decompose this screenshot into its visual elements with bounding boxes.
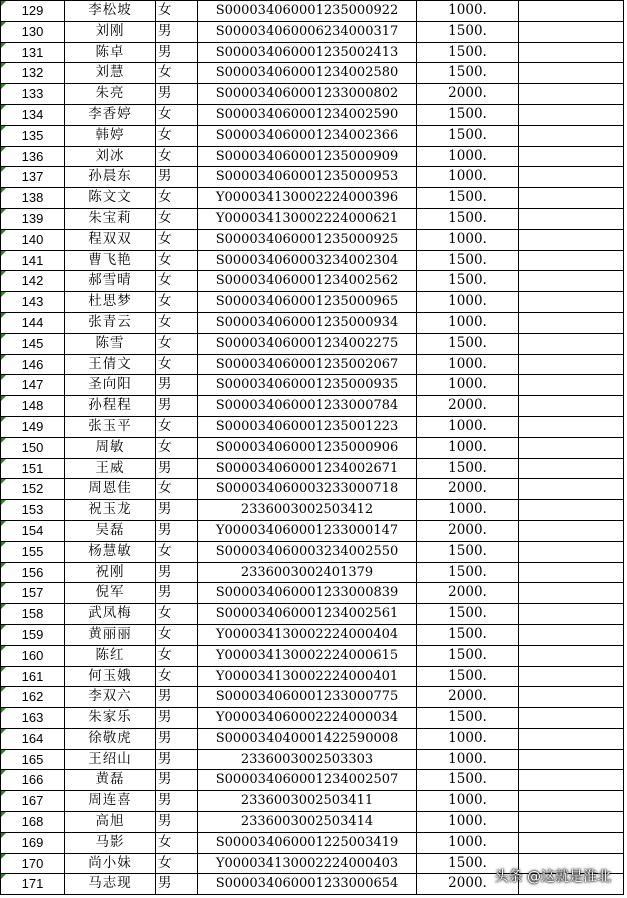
watermark: 头条 @这就是淮北 — [494, 869, 611, 885]
blank-cell — [519, 42, 624, 63]
amount-cell: 1000. — [417, 437, 519, 458]
amount-cell: 1000. — [417, 1, 519, 22]
sex-cell: 男 — [156, 749, 198, 770]
name-cell: 孙程程 — [65, 396, 156, 417]
name-cell: 黄丽丽 — [65, 624, 156, 645]
name-cell: 刘冰 — [65, 146, 156, 167]
blank-cell — [519, 333, 624, 354]
table-row — [1, 666, 624, 687]
sex-cell: 男 — [156, 583, 198, 604]
row-number-cell: 141 — [1, 250, 65, 271]
blank-cell — [519, 396, 624, 417]
sex-cell: 男 — [156, 874, 198, 895]
blank-cell — [519, 437, 624, 458]
id-number-cell: S000034060001235001223 — [198, 416, 417, 437]
row-number-cell: 134 — [1, 104, 65, 125]
amount-cell: 1500. — [417, 63, 519, 84]
amount-cell: 1000. — [417, 812, 519, 833]
row-number-cell: 165 — [1, 749, 65, 770]
table-row — [1, 84, 624, 105]
row-number-cell: 131 — [1, 42, 65, 63]
amount-cell: 2000. — [417, 84, 519, 105]
amount-cell: 2000. — [417, 520, 519, 541]
sex-cell: 男 — [156, 167, 198, 188]
blank-cell — [519, 229, 624, 250]
amount-cell: 1000. — [417, 167, 519, 188]
sex-cell: 男 — [156, 500, 198, 521]
row-number-cell: 171 — [1, 874, 65, 895]
table-row — [1, 63, 624, 84]
sex-cell: 女 — [156, 541, 198, 562]
amount-cell: 1500. — [417, 42, 519, 63]
blank-cell — [519, 708, 624, 729]
name-cell: 周敏 — [65, 437, 156, 458]
blank-cell — [519, 292, 624, 313]
name-cell: 周连喜 — [65, 791, 156, 812]
blank-cell — [519, 604, 624, 625]
name-cell: 朱亮 — [65, 84, 156, 105]
id-number-cell: S000034060001234002561 — [198, 604, 417, 625]
id-number-cell: S000034040001422590008 — [198, 728, 417, 749]
table-row — [1, 479, 624, 500]
name-cell: 朱家乐 — [65, 708, 156, 729]
id-number-cell: S000034060001233000775 — [198, 687, 417, 708]
sex-cell: 男 — [156, 791, 198, 812]
name-cell: 李香婷 — [65, 104, 156, 125]
row-number-cell: 158 — [1, 604, 65, 625]
id-number-cell: 2336003002401379 — [198, 562, 417, 583]
row-number-cell: 164 — [1, 728, 65, 749]
id-number-cell: S000034060006234000317 — [198, 21, 417, 42]
row-number-cell: 162 — [1, 687, 65, 708]
table-row — [1, 520, 624, 541]
amount-cell: 1000. — [417, 791, 519, 812]
id-number-cell: S000034060001234002671 — [198, 458, 417, 479]
row-number-cell: 154 — [1, 520, 65, 541]
id-number-cell: 2336003002503411 — [198, 791, 417, 812]
table-row — [1, 541, 624, 562]
row-number-cell: 132 — [1, 63, 65, 84]
roster-table-body — [1, 1, 624, 895]
blank-cell — [519, 520, 624, 541]
sex-cell: 女 — [156, 853, 198, 874]
row-number-cell: 167 — [1, 791, 65, 812]
table-row — [1, 208, 624, 229]
id-number-cell: Y000034130002224000621 — [198, 208, 417, 229]
amount-cell: 1500. — [417, 604, 519, 625]
blank-cell — [519, 791, 624, 812]
name-cell: 祝刚 — [65, 562, 156, 583]
table-row — [1, 458, 624, 479]
amount-cell: 1500. — [417, 541, 519, 562]
amount-cell: 1000. — [417, 146, 519, 167]
blank-cell — [519, 500, 624, 521]
id-number-cell: S000034060001234002590 — [198, 104, 417, 125]
row-number-cell: 142 — [1, 271, 65, 292]
id-number-cell: S000034060001235002413 — [198, 42, 417, 63]
name-cell: 朱宝莉 — [65, 208, 156, 229]
row-number-cell: 144 — [1, 312, 65, 333]
name-cell: 圣向阳 — [65, 375, 156, 396]
blank-cell — [519, 458, 624, 479]
id-number-cell: S000034060001235000906 — [198, 437, 417, 458]
row-number-cell: 137 — [1, 167, 65, 188]
table-row — [1, 812, 624, 833]
name-cell: 吴磊 — [65, 520, 156, 541]
blank-cell — [519, 583, 624, 604]
row-number-cell: 163 — [1, 708, 65, 729]
sex-cell: 女 — [156, 125, 198, 146]
sex-cell: 女 — [156, 1, 198, 22]
name-cell: 王威 — [65, 458, 156, 479]
name-cell: 何玉娥 — [65, 666, 156, 687]
id-number-cell: S000034060001234002580 — [198, 63, 417, 84]
row-number-cell: 155 — [1, 541, 65, 562]
amount-cell: 1500. — [417, 666, 519, 687]
row-number-cell: 136 — [1, 146, 65, 167]
blank-cell — [519, 188, 624, 209]
sex-cell: 女 — [156, 604, 198, 625]
table-row — [1, 292, 624, 313]
table-row — [1, 500, 624, 521]
blank-cell — [519, 84, 624, 105]
id-number-cell: S000034060001235000935 — [198, 375, 417, 396]
sex-cell: 女 — [156, 645, 198, 666]
row-number-cell: 153 — [1, 500, 65, 521]
id-number-cell: Y000034130002224000403 — [198, 853, 417, 874]
blank-cell — [519, 125, 624, 146]
id-number-cell: 2336003002503414 — [198, 812, 417, 833]
table-row — [1, 604, 624, 625]
name-cell: 马志现 — [65, 874, 156, 895]
blank-cell — [519, 21, 624, 42]
name-cell: 陈雪 — [65, 333, 156, 354]
name-cell: 马影 — [65, 832, 156, 853]
row-number-cell: 145 — [1, 333, 65, 354]
id-number-cell: Y000034130002224000396 — [198, 188, 417, 209]
row-number-cell: 156 — [1, 562, 65, 583]
row-number-cell: 169 — [1, 832, 65, 853]
id-number-cell: S000034060001225003419 — [198, 832, 417, 853]
amount-cell: 1500. — [417, 271, 519, 292]
id-number-cell: S000034060001235000922 — [198, 1, 417, 22]
sex-cell: 男 — [156, 42, 198, 63]
sex-cell: 男 — [156, 687, 198, 708]
amount-cell: 1000. — [417, 354, 519, 375]
sex-cell: 女 — [156, 208, 198, 229]
table-row — [1, 354, 624, 375]
sex-cell: 女 — [156, 250, 198, 271]
row-number-cell: 149 — [1, 416, 65, 437]
id-number-cell: S000034060001233000839 — [198, 583, 417, 604]
blank-cell — [519, 1, 624, 22]
row-number-cell: 146 — [1, 354, 65, 375]
row-number-cell: 159 — [1, 624, 65, 645]
blank-cell — [519, 479, 624, 500]
id-number-cell: S000034060001234002562 — [198, 271, 417, 292]
amount-cell: 1500. — [417, 624, 519, 645]
amount-cell: 2000. — [417, 687, 519, 708]
table-row — [1, 42, 624, 63]
blank-cell — [519, 770, 624, 791]
name-cell: 张玉平 — [65, 416, 156, 437]
table-row — [1, 728, 624, 749]
row-number-cell: 152 — [1, 479, 65, 500]
name-cell: 高旭 — [65, 812, 156, 833]
blank-cell — [519, 645, 624, 666]
name-cell: 张青云 — [65, 312, 156, 333]
amount-cell: 1500. — [417, 562, 519, 583]
table-row — [1, 312, 624, 333]
name-cell: 郝雪晴 — [65, 271, 156, 292]
sex-cell: 女 — [156, 271, 198, 292]
row-number-cell: 168 — [1, 812, 65, 833]
table-row — [1, 125, 624, 146]
sex-cell: 男 — [156, 84, 198, 105]
name-cell: 陈红 — [65, 645, 156, 666]
sex-cell: 女 — [156, 437, 198, 458]
name-cell: 刘慧 — [65, 63, 156, 84]
name-cell: 曹飞艳 — [65, 250, 156, 271]
name-cell: 杜思梦 — [65, 292, 156, 313]
name-cell: 祝玉龙 — [65, 500, 156, 521]
table-row — [1, 832, 624, 853]
amount-cell: 2000. — [417, 583, 519, 604]
sex-cell: 女 — [156, 146, 198, 167]
name-cell: 孙晨东 — [65, 167, 156, 188]
amount-cell: 1500. — [417, 21, 519, 42]
sex-cell: 女 — [156, 104, 198, 125]
sex-cell: 女 — [156, 63, 198, 84]
blank-cell — [519, 416, 624, 437]
blank-cell — [519, 167, 624, 188]
table-row — [1, 583, 624, 604]
name-cell: 尚小妹 — [65, 853, 156, 874]
amount-cell: 1000. — [417, 749, 519, 770]
sex-cell: 女 — [156, 624, 198, 645]
amount-cell: 1500. — [417, 250, 519, 271]
name-cell: 黄磊 — [65, 770, 156, 791]
blank-cell — [519, 624, 624, 645]
sex-cell: 女 — [156, 354, 198, 375]
id-number-cell: S000034060001234002507 — [198, 770, 417, 791]
name-cell: 徐敬虎 — [65, 728, 156, 749]
row-number-cell: 129 — [1, 1, 65, 22]
table-row — [1, 188, 624, 209]
sex-cell: 男 — [156, 375, 198, 396]
blank-cell — [519, 687, 624, 708]
table-row — [1, 645, 624, 666]
sex-cell: 男 — [156, 21, 198, 42]
row-number-cell: 161 — [1, 666, 65, 687]
row-number-cell: 170 — [1, 853, 65, 874]
row-number-cell: 147 — [1, 375, 65, 396]
id-number-cell: S000034060003233000718 — [198, 479, 417, 500]
blank-cell — [519, 354, 624, 375]
blank-cell — [519, 728, 624, 749]
amount-cell: 1500. — [417, 333, 519, 354]
name-cell: 杨慧敏 — [65, 541, 156, 562]
id-number-cell: Y000034130002224000615 — [198, 645, 417, 666]
amount-cell: 1000. — [417, 416, 519, 437]
blank-cell — [519, 104, 624, 125]
sex-cell: 男 — [156, 708, 198, 729]
amount-cell: 1500. — [417, 125, 519, 146]
id-number-cell: S000034060001235000965 — [198, 292, 417, 313]
amount-cell: 2000. — [417, 874, 519, 895]
blank-cell — [519, 250, 624, 271]
sex-cell: 男 — [156, 562, 198, 583]
table-row — [1, 562, 624, 583]
name-cell: 陈文文 — [65, 188, 156, 209]
row-number-cell: 148 — [1, 396, 65, 417]
amount-cell: 1000. — [417, 500, 519, 521]
name-cell: 韩婷 — [65, 125, 156, 146]
id-number-cell: Y000034130002224000401 — [198, 666, 417, 687]
sex-cell: 男 — [156, 396, 198, 417]
sex-cell: 女 — [156, 229, 198, 250]
sex-cell: 男 — [156, 770, 198, 791]
id-number-cell: S000034060001235000909 — [198, 146, 417, 167]
blank-cell — [519, 312, 624, 333]
blank-cell — [519, 146, 624, 167]
row-number-cell: 157 — [1, 583, 65, 604]
sex-cell: 男 — [156, 458, 198, 479]
sex-cell: 女 — [156, 188, 198, 209]
id-number-cell: Y000034060002224000034 — [198, 708, 417, 729]
amount-cell: 1500. — [417, 188, 519, 209]
table-row — [1, 791, 624, 812]
sex-cell: 女 — [156, 832, 198, 853]
name-cell: 武凤梅 — [65, 604, 156, 625]
row-number-cell: 135 — [1, 125, 65, 146]
name-cell: 周恩佳 — [65, 479, 156, 500]
row-number-cell: 160 — [1, 645, 65, 666]
table-row — [1, 167, 624, 188]
id-number-cell: Y000034060001233000147 — [198, 520, 417, 541]
amount-cell: 1000. — [417, 312, 519, 333]
table-row — [1, 333, 624, 354]
blank-cell — [519, 562, 624, 583]
name-cell: 倪军 — [65, 583, 156, 604]
table-row — [1, 437, 624, 458]
amount-cell: 1000. — [417, 375, 519, 396]
blank-cell — [519, 271, 624, 292]
amount-cell: 1500. — [417, 770, 519, 791]
blank-cell — [519, 812, 624, 833]
table-row — [1, 229, 624, 250]
amount-cell: 1500. — [417, 104, 519, 125]
table-row — [1, 1, 624, 22]
amount-cell: 1000. — [417, 728, 519, 749]
blank-cell — [519, 208, 624, 229]
table-row — [1, 708, 624, 729]
id-number-cell: S000034060001235000934 — [198, 312, 417, 333]
id-number-cell: S000034060003234002304 — [198, 250, 417, 271]
name-cell: 王绍山 — [65, 749, 156, 770]
sex-cell: 女 — [156, 416, 198, 437]
id-number-cell: S000034060001234002275 — [198, 333, 417, 354]
table-row — [1, 271, 624, 292]
sex-cell: 男 — [156, 520, 198, 541]
id-number-cell: S000034060003234002550 — [198, 541, 417, 562]
amount-cell: 1000. — [417, 292, 519, 313]
table-row — [1, 250, 624, 271]
id-number-cell: 2336003002503412 — [198, 500, 417, 521]
name-cell: 陈卓 — [65, 42, 156, 63]
sex-cell: 男 — [156, 728, 198, 749]
row-number-cell: 133 — [1, 84, 65, 105]
row-number-cell: 140 — [1, 229, 65, 250]
table-row — [1, 21, 624, 42]
name-cell: 刘刚 — [65, 21, 156, 42]
id-number-cell: S000034060001235002067 — [198, 354, 417, 375]
amount-cell: 1500. — [417, 208, 519, 229]
row-number-cell: 130 — [1, 21, 65, 42]
sex-cell: 男 — [156, 812, 198, 833]
table-row — [1, 624, 624, 645]
id-number-cell: Y000034130002224000404 — [198, 624, 417, 645]
id-number-cell: S000034060001235000925 — [198, 229, 417, 250]
row-number-cell: 138 — [1, 188, 65, 209]
table-row — [1, 375, 624, 396]
amount-cell: 1500. — [417, 458, 519, 479]
row-number-cell: 143 — [1, 292, 65, 313]
id-number-cell: 2336003002503303 — [198, 749, 417, 770]
table-row — [1, 416, 624, 437]
row-number-cell: 166 — [1, 770, 65, 791]
sex-cell: 女 — [156, 312, 198, 333]
name-cell: 王倩文 — [65, 354, 156, 375]
name-cell: 李松坡 — [65, 1, 156, 22]
row-number-cell: 150 — [1, 437, 65, 458]
id-number-cell: S000034060001233000654 — [198, 874, 417, 895]
table-row — [1, 104, 624, 125]
table-row — [1, 396, 624, 417]
sex-cell: 女 — [156, 666, 198, 687]
table-row — [1, 687, 624, 708]
amount-cell: 1000. — [417, 229, 519, 250]
amount-cell: 2000. — [417, 479, 519, 500]
blank-cell — [519, 541, 624, 562]
amount-cell: 1500. — [417, 708, 519, 729]
amount-cell: 2000. — [417, 396, 519, 417]
blank-cell — [519, 832, 624, 853]
sex-cell: 女 — [156, 333, 198, 354]
sex-cell: 女 — [156, 479, 198, 500]
id-number-cell: S000034060001235000953 — [198, 167, 417, 188]
id-number-cell: S000034060001233000802 — [198, 84, 417, 105]
blank-cell — [519, 375, 624, 396]
amount-cell: 1000. — [417, 832, 519, 853]
row-number-cell: 151 — [1, 458, 65, 479]
id-number-cell: S000034060001233000784 — [198, 396, 417, 417]
id-number-cell: S000034060001234002366 — [198, 125, 417, 146]
amount-cell: 1500. — [417, 853, 519, 874]
row-number-cell: 139 — [1, 208, 65, 229]
blank-cell — [519, 666, 624, 687]
table-row — [1, 770, 624, 791]
table-row — [1, 146, 624, 167]
name-cell: 李双六 — [65, 687, 156, 708]
name-cell: 程双双 — [65, 229, 156, 250]
amount-cell: 1500. — [417, 645, 519, 666]
blank-cell — [519, 63, 624, 84]
sex-cell: 女 — [156, 292, 198, 313]
blank-cell — [519, 749, 624, 770]
table-row — [1, 749, 624, 770]
